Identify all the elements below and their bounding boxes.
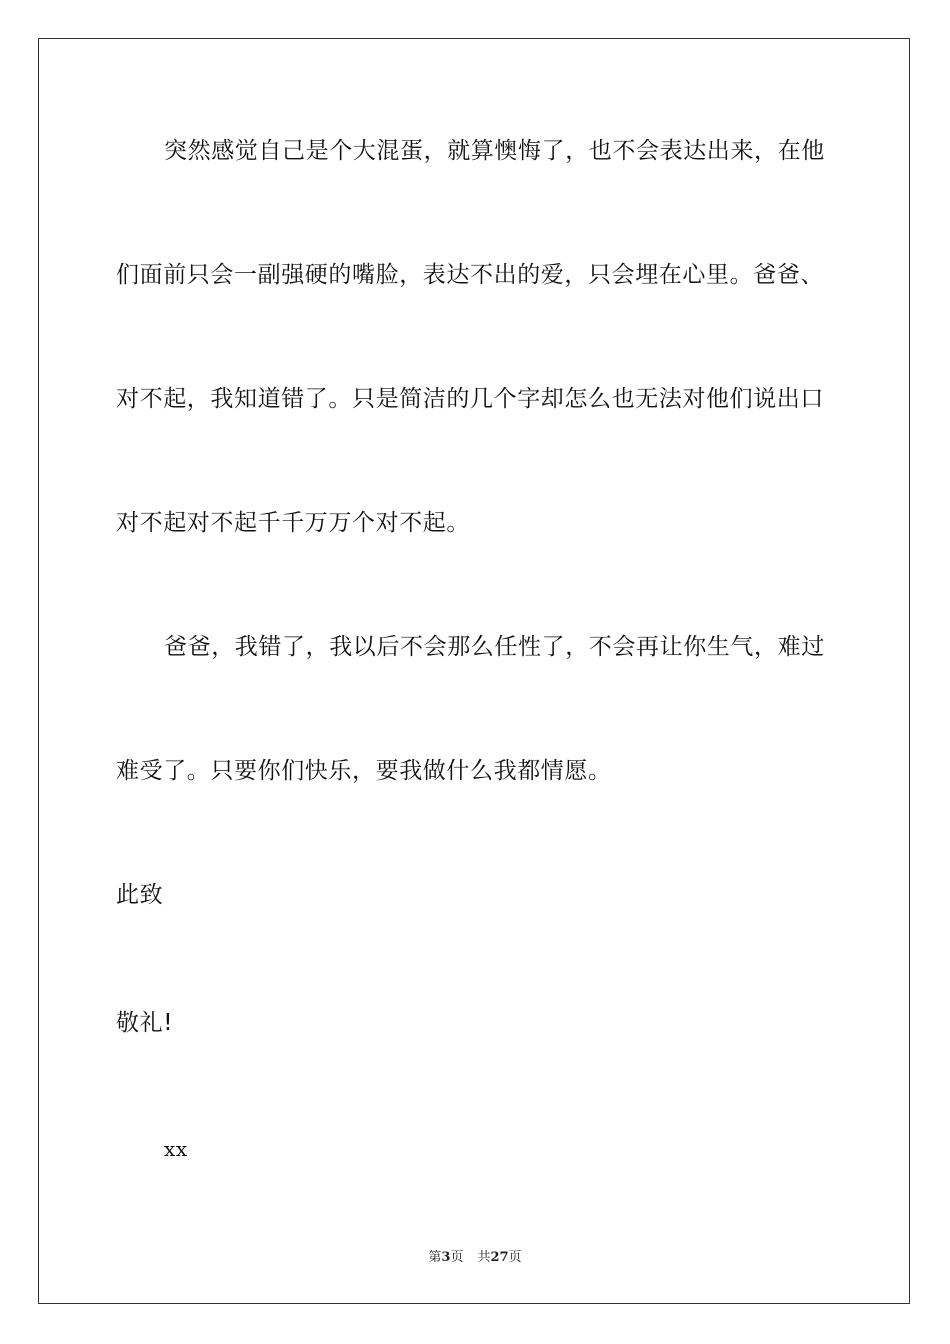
total-pages: 27 (490, 1250, 509, 1265)
paragraph-1-line-3: 对不起，我知道错了。只是简洁的几个字却怎么也无法对他们说出口 (116, 386, 824, 412)
closing-salutation: 此致 (116, 882, 164, 908)
total-suffix: 页 (508, 1250, 522, 1265)
page-number: 3 (441, 1250, 451, 1265)
paragraph-2-line-1: 爸爸，我错了，我以后不会那么任性了，不会再让你生气，难过 (164, 634, 825, 660)
page-prefix: 第 (428, 1250, 442, 1265)
paragraph-2-line-2: 难受了。只要你们快乐，要我做什么我都情愿。 (116, 758, 612, 784)
paragraph-1-line-2: 们面前只会一副强硬的嘴脸，表达不出的爱，只会埋在心里。爸爸、 (116, 262, 824, 288)
closing-regards: 敬礼! (116, 1010, 174, 1036)
page-suffix: 页 (450, 1250, 464, 1265)
signature: xx (164, 1137, 188, 1161)
paragraph-1-line-1: 突然感觉自己是个大混蛋，就算懊悔了，也不会表达出来，在他 (164, 138, 825, 164)
paragraph-1-line-4: 对不起对不起千千万万个对不起。 (116, 510, 470, 536)
page-border (38, 38, 910, 1304)
total-prefix: 共 (477, 1250, 491, 1265)
page-footer (0, 1246, 950, 1265)
